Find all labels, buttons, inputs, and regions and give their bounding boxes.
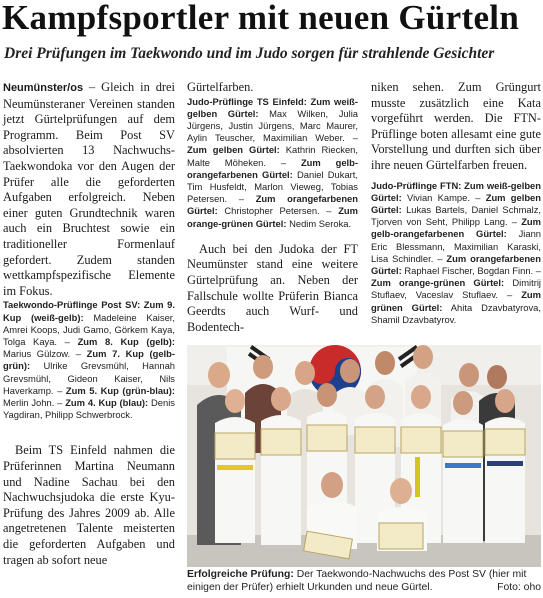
list-names: Kathrin Riecken, Malte Möheken. – — [187, 144, 358, 168]
lead-text: – Gleich in drei Neumünsteraner Vereinen standen jetzt Gürtelprüfungen auf dem Programm. Beim Post SV absolvierten 13 Nachwuchs-Taekwondoka vor den Augen der Prüfer alle die geforderten Aufgaben erfolgreich. Neben einer guten Grundtechnik waren auch ein Bruchtest sowie ein traditioneller Formenlauf gefordert. Zudem standen wettkampfspezifische Elemente im Fokus. — [3, 80, 175, 298]
list-subtitle: Zum 7. Kup (gelb-grün): — [3, 348, 175, 372]
list-names: Lukas Bartels, Daniel Schmalz, Tjorven von Seht, Philipp Lang. – — [371, 203, 541, 228]
list-names: Raphael Fischer, Bogdan Finn. – — [401, 264, 541, 276]
spacer — [3, 421, 175, 443]
judo-ftn-paragraph: Auch bei den Judoka der FT Neumünster stand eine weitere Gürtelprüfung an. Neben der Fallschule wollte Prüferin Bianca Geerdts auch Wurf- und Bodentech- — [187, 241, 358, 334]
continued-text: Gürtelfarben. — [187, 80, 254, 94]
list-subtitle: Zum orangefarbenen Gürtel: — [371, 252, 541, 276]
list-names: Dimitrij Stuflaev, Vaceslav Stuflaev. – — [371, 277, 541, 301]
caption-lead: Erfolgreiche Prüfung: — [187, 569, 294, 580]
list-names: Marius Gülzow. – — [3, 348, 87, 360]
column-2 — [187, 80, 358, 335]
list-names: Max Wilken, Julia Jürgens, Justin Jürgens, Marc Maurer, Aylin Teuscher, Maximilian Weber. – — [187, 107, 359, 144]
list-names: Denis Yagdiran, Philipp Schwerbrock. — [3, 396, 175, 421]
continued-text: niken sehen. Zum Grüngurt musste zusätzlich eine Kata vorgeführt werden. Die FTN-Prüflinge boten allesamt eine gute Vorstellung und durften sich über ihre neuen Gürtelfarben freuen. — [371, 80, 541, 172]
photo-credit: Foto: oho — [497, 582, 541, 593]
taekwondo-results-list — [3, 299, 175, 421]
column-3 — [371, 80, 541, 326]
list-names: Madeleine Kaiser, Amrei Koops, Judi Gamo, Görkem Kaya, Tolga Kaya. – — [3, 311, 175, 347]
spacer — [187, 230, 358, 242]
list-title: Judo-Prüflinge FTN: Zum weiß-gelben Gürtel: — [371, 179, 541, 203]
list-subtitle: Zum 8. Kup (gelb): — [77, 335, 175, 347]
photo-caption — [187, 568, 541, 594]
group-photo-illustration — [187, 345, 541, 567]
list-subtitle: Zum gelb-orangefarbenen Gürtel: — [187, 156, 358, 180]
list-names: Ulrike Grevsmühl, Hannah Grevsmühl, Gideon Kaiser, Nils Haverkamp. – — [3, 360, 175, 396]
caption-text: Der Taekwondo-Nachwuchs des Post SV (hier mit einigen der Prüfer) erhielt Urkunden und neue Gürtel. — [187, 569, 527, 593]
list-subtitle: Zum gelb-orangefarbenen Gürtel: — [371, 216, 541, 240]
list-names: Jiann Eric Blessmann, Maximilian Karaski, Lisa Schindler. – — [371, 228, 541, 264]
judo-einfeld-results-list — [187, 96, 358, 230]
list-subtitle: Zum gelben Gürtel: — [187, 144, 280, 156]
column-1 — [3, 80, 175, 568]
list-names: Merlin John. – — [3, 396, 66, 408]
lead-paragraph — [3, 80, 175, 299]
list-names: Daniel Dukart, Tim Husfeldt, Marlon Vieweg, Tobias Petersen. – — [187, 168, 358, 205]
list-subtitle: Zum gelben Gürtel: — [371, 191, 541, 215]
list-names: Vivian Kampe. – — [401, 191, 486, 203]
judo-einfeld-paragraph: Beim TS Einfeld nahmen die Prüferinnen Martina Neumann und Nadine Sachau bei den Nachwuchsjudoka die erste Kyu-Prüfung des Jahres 2009 ab. Alle angetretenen Talente meisterten die geforderten Aufgaben und tragen ab sofort neue — [3, 443, 175, 567]
list-names: Nedim Seroka. — [286, 217, 352, 229]
group-photo — [187, 345, 541, 567]
dateline: Neumünster/os — [3, 82, 84, 94]
list-names: Ahita Dzavbatyrova, Shamil Dzavbatyrov. — [371, 301, 541, 325]
list-subtitle: Zum grünen Gürtel: — [371, 289, 541, 313]
list-subtitle: Zum orangefarbenen Gürtel: — [187, 193, 358, 217]
list-title: Taekwondo-Prüflinge Post SV: Zum 9. Kup (weiß-gelb): — [3, 299, 175, 323]
headline: Kampfsportler mit neuen Gürteln — [2, 0, 520, 37]
list-subtitle: Zum orange-grünen Gürtel: — [371, 277, 505, 289]
list-subtitle: Zum 4. Kup (blau): — [65, 396, 149, 408]
list-title: Judo-Prüflinge TS Einfeld: Zum weiß-gelben Gürtel: — [187, 95, 358, 119]
list-names: Christopher Petersen. – — [217, 205, 339, 217]
list-subtitle: Zum orange-grünen Gürtel: — [187, 205, 358, 229]
list-subtitle: Zum 5. Kup (grün-blau): — [65, 384, 176, 396]
subheadline: Drei Prüfungen im Taekwondo und im Judo sorgen für strahlende Gesichter — [4, 45, 495, 62]
judo-ftn-results-list — [371, 180, 541, 326]
